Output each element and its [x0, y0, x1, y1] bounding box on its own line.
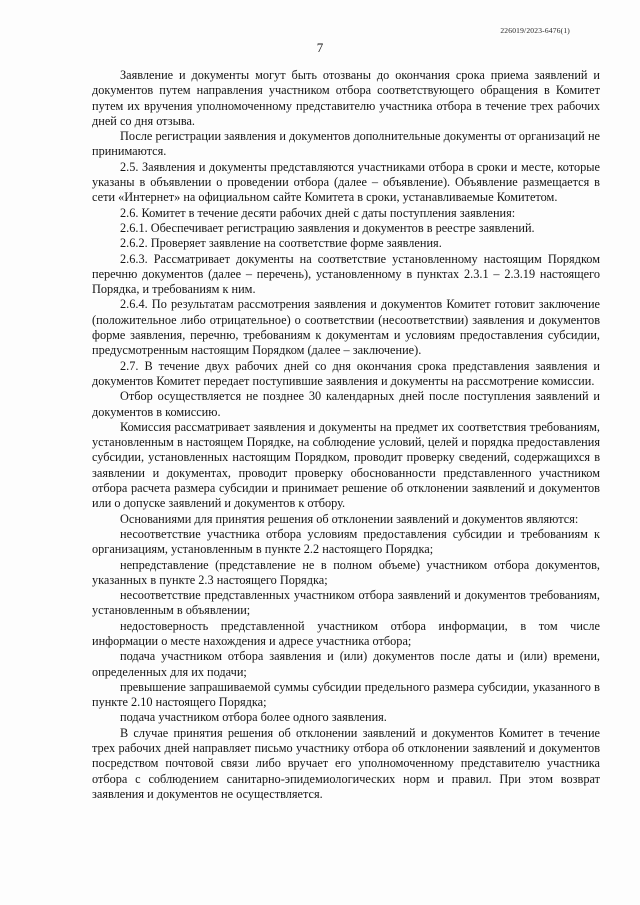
paragraph-2-6-1: 2.6.1. Обеспечивает регистрацию заявления и документов в реестре заявлений.: [120, 220, 535, 235]
paragraph-2-6: 2.6. Комитет в течение десяти рабочих дней с даты поступления заявления:: [120, 205, 516, 220]
list-item-ground-requirements: несоответствие представленных участником отбора заявлений и документов требованиям, установленным в объявлении;: [92, 588, 600, 618]
paragraph-rejection-notice: В случае принятия решения об отклонении заявлений и документов Комитет в течение трех рабочих дней направляет письмо участнику отбора об отклонении заявлений и документов посредством почтовой связи либо вручает его уполномоченному представителю участника отбора с соблюдением санитарно-эпидемиологических норм и правил. При этом возврат заявления и документов не осуществляется.: [92, 725, 600, 801]
page-number: 7: [316, 40, 324, 55]
paragraph-withdrawal: Заявление и документы могут быть отозваны до окончания срока приема заявлений и документов путем направления участником отбора соответствующего обращения в Комитет путем их вручения уполномоченному представителю участника отбора в течение трех рабочих дней со дня отзыва.: [92, 68, 600, 128]
paragraph-commission-review: Комиссия рассматривает заявления и документы на предмет их соответствия требованиям, установленным в настоящем Порядке, на соблюдение условий, целей и порядка предоставления субсидии, установленных настоящим Порядком, проводит проверку сведений, содержащихся в заявлении и документах, проводит проверку обоснованности представленного участником отбора расчета размера субсидии и принимает решение об отклонении заявлений и документов или о допуске заявлений и документов к отбору.: [92, 419, 600, 511]
paragraph-2-7: 2.7. В течение двух рабочих дней со дня окончания срока представления заявления и документов Комитет передает поступившие заявления и документы на рассмотрение комиссии.: [92, 358, 600, 388]
document-registration-number: 226019/2023-6476(1): [500, 26, 570, 35]
list-item-ground-nonconformity: несоответствие участника отбора условиям предоставления субсидии и требованиям к организациям, установленным в пункте 2.2 настоящего Порядка;: [92, 526, 600, 557]
paragraph-2-5: 2.5. Заявления и документы представляются участниками отбора в сроки и месте, которые указаны в объявлении о проведении отбора (далее – объявление). Объявление размещается в сети «Интернет» на официальном сайте Комитета в сроки, устанавливаемые Комитетом.: [92, 159, 600, 205]
paragraph-2-6-3: 2.6.3. Рассматривает документы на соответствие установленному настоящим Порядком перечню документов (далее – перечень), установленному в пунктах 2.3.1 – 2.3.19 настоящего Порядка, и требованиям к ним.: [92, 251, 600, 297]
list-item-ground-amount-exceeded: превышение запрашиваемой суммы субсидии предельного размера субсидии, указанного в пункте 2.10 настоящего Порядка;: [92, 679, 600, 710]
paragraph-selection-deadline: Отбор осуществляется не позднее 30 календарных дней после поступления заявлений и документов в комиссию.: [92, 389, 600, 419]
paragraph-rejection-grounds: Основаниями для принятия решения об отклонении заявлений и документов являются:: [120, 511, 579, 526]
paragraph-no-additional-docs: После регистрации заявления и документов дополнительные документы от организаций не принимаются.: [92, 129, 600, 159]
list-item-ground-incomplete-docs: непредставление (представление не в полном объеме) участником отбора документов, указанных в пункте 2.3 настоящего Порядка;: [92, 557, 600, 587]
paragraph-2-6-2: 2.6.2. Проверяет заявление на соответствие форме заявления.: [120, 236, 442, 251]
list-item-ground-false-info: недостоверность представленной участником отбора информации, в том числе информации о месте нахождения и адресе участника отбора;: [92, 618, 600, 648]
document-body: [92, 68, 600, 802]
list-item-ground-late-submission: подача участником отбора заявления и (или) документов после даты и (или) времени, определенных для их подачи;: [92, 649, 600, 679]
list-item-ground-multiple-applications: подача участником отбора более одного заявления.: [120, 710, 387, 725]
paragraph-2-6-4: 2.6.4. По результатам рассмотрения заявления и документов Комитет готовит заключение (положительное либо отрицательное) о соответствии (несоответствии) заявления и документов форме заявления, перечню, требованиям к документам и условиям предоставления субсидии, предусмотренным настоящим Порядком (далее – заключение).: [92, 297, 600, 358]
